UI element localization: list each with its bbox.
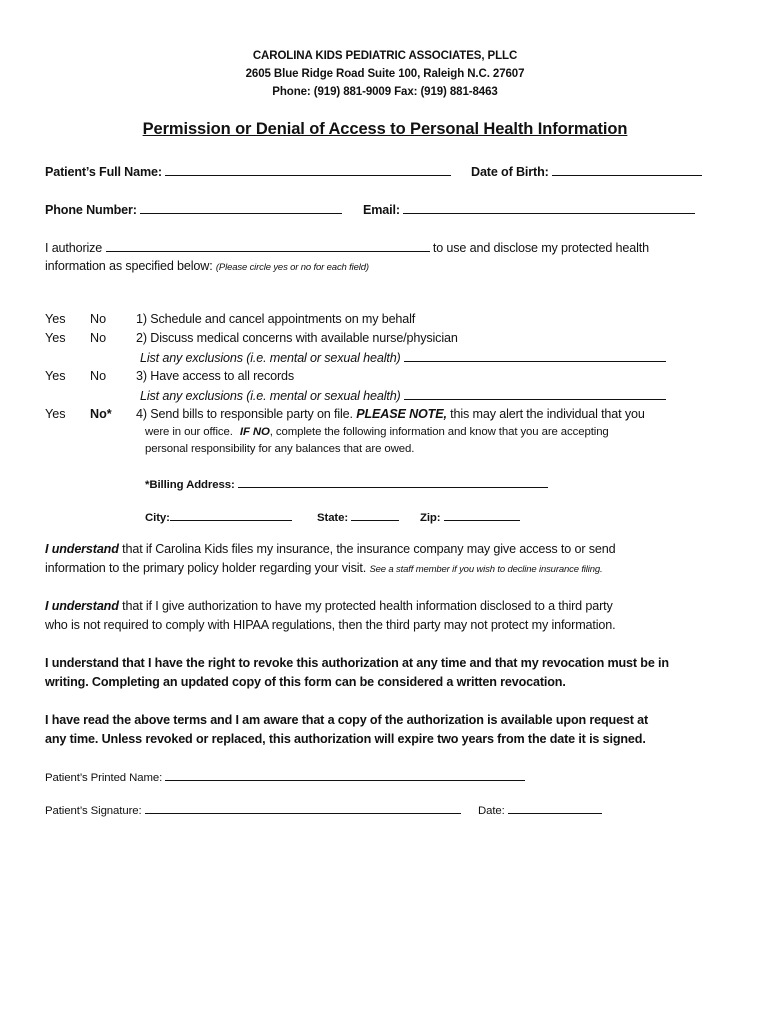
understand-p1-note: See a staff member if you wish to decline insurance filing. [369, 564, 603, 575]
item1-no-option[interactable]: No [90, 312, 107, 326]
item3-exclusions-field[interactable] [404, 388, 666, 400]
billing-zip-row [420, 509, 520, 524]
org-name: CAROLINA KIDS PEDIATRIC ASSOCIATES, PLLC [252, 50, 518, 62]
billing-zip-label: Zip: [420, 512, 441, 524]
patient-name-field[interactable] [165, 164, 451, 176]
understand-lead-1: I understand [45, 542, 119, 556]
understand-p2-line1 [45, 599, 613, 613]
authorized-party-field[interactable] [106, 240, 430, 252]
item4-row [136, 407, 645, 421]
authorize-suffix: to use and disclose my protected health [432, 241, 649, 255]
signature-row [45, 802, 461, 817]
item4-line2-b: , complete the following information and know that you are accepting [269, 426, 609, 438]
billing-address-field[interactable] [238, 476, 548, 488]
billing-city-field[interactable] [170, 509, 292, 521]
item2-yes-option[interactable]: Yes [45, 331, 66, 345]
item4-please-note: PLEASE NOTE, [356, 407, 447, 421]
authorize-prefix: I authorize [45, 241, 103, 255]
item4-if-no: IF NO [239, 426, 270, 438]
printed-name-row [45, 769, 525, 784]
phone-row [45, 202, 342, 217]
understand-p1-line1 [45, 542, 615, 556]
billing-state-label: State: [317, 512, 349, 524]
dob-field[interactable] [552, 164, 702, 176]
org-address: 2605 Blue Ridge Road Suite 100, Raleigh N.C. 27607 [245, 68, 525, 80]
page-title: Permission or Denial of Access to Personal Health Information [142, 120, 628, 138]
item1-yes-option[interactable]: Yes [45, 312, 66, 326]
item4-yes-option[interactable]: Yes [45, 407, 66, 421]
item3-exclusions-label: List any exclusions (i.e. mental or sexual health) [140, 389, 401, 403]
phone-label: Phone Number: [45, 203, 137, 217]
signature-label: Patient’s Signature: [45, 805, 142, 817]
item3-exclusions-row [140, 388, 666, 403]
understand-p1-line2 [45, 561, 602, 575]
email-label: Email: [363, 203, 400, 217]
billing-city-row [145, 509, 292, 524]
item4-text: 4) Send bills to responsible party on file. [136, 407, 353, 421]
item3-yes-option[interactable]: Yes [45, 369, 66, 383]
authorize-row-2 [45, 259, 369, 273]
printed-name-label: Patient’s Printed Name: [45, 772, 163, 784]
item1-text: 1) Schedule and cancel appointments on my behalf [136, 312, 416, 326]
authorize-row [45, 240, 649, 255]
billing-city-label: City: [145, 512, 170, 524]
read-terms-line2: any time. Unless revoked or replaced, this authorization will expire two years from the date it is signed. [45, 732, 646, 746]
item4-line2-a: were in our office. [145, 426, 233, 438]
revoke-p-line1: I understand that I have the right to revoke this authorization at any time and that my revocation must be in [45, 656, 669, 670]
phone-field[interactable] [140, 202, 342, 214]
email-row [363, 202, 695, 217]
dob-label: Date of Birth: [471, 165, 549, 179]
authorize-note: (Please circle yes or no for each field) [215, 262, 369, 273]
item4-row-2 [145, 426, 609, 438]
understand-p2-a: that if I give authorization to have my protected health information disclosed to a third party [122, 599, 613, 613]
item2-no-option[interactable]: No [90, 331, 107, 345]
dob-row [471, 164, 702, 179]
item2-exclusions-field[interactable] [404, 350, 666, 362]
item4-no-option[interactable]: No* [90, 407, 112, 421]
email-field[interactable] [403, 202, 695, 214]
patient-name-label: Patient’s Full Name: [45, 165, 162, 179]
item2-exclusions-row [140, 350, 666, 365]
billing-zip-field[interactable] [444, 509, 520, 521]
item3-text: 3) Have access to all records [136, 369, 295, 383]
patient-name-row [45, 164, 451, 179]
billing-state-field[interactable] [351, 509, 399, 521]
signature-date-label: Date: [478, 805, 505, 817]
printed-name-field[interactable] [165, 769, 525, 781]
item4-rest: this may alert the individual that you [450, 407, 645, 421]
item4-line3: personal responsibility for any balances that are owed. [145, 443, 415, 455]
billing-state-row [317, 509, 399, 524]
understand-p1-b: information to the primary policy holder regarding your visit. [45, 561, 367, 575]
item3-no-option[interactable]: No [90, 369, 107, 383]
revoke-p-line2: writing. Completing an updated copy of this form can be considered a written revocation. [45, 675, 566, 689]
read-terms-line1: I have read the above terms and I am aware that a copy of the authorization is available upon request at [45, 713, 649, 727]
billing-address-row [145, 476, 548, 491]
signature-date-row [478, 802, 602, 817]
understand-lead-2: I understand [45, 599, 119, 613]
billing-address-label: *Billing Address: [145, 479, 235, 491]
item2-exclusions-label: List any exclusions (i.e. mental or sexual health) [140, 351, 401, 365]
understand-p2-b: who is not required to comply with HIPAA regulations, then the third party may not protect my information. [45, 618, 616, 632]
signature-date-field[interactable] [508, 802, 602, 814]
understand-p1-a: that if Carolina Kids files my insurance, the insurance company may give access to or send [122, 542, 616, 556]
org-phone: Phone: (919) 881-9009 Fax: (919) 881-8463 [272, 86, 498, 98]
authorize-line2: information as specified below: [45, 259, 213, 273]
signature-field[interactable] [145, 802, 461, 814]
item2-text: 2) Discuss medical concerns with available nurse/physician [136, 331, 458, 345]
